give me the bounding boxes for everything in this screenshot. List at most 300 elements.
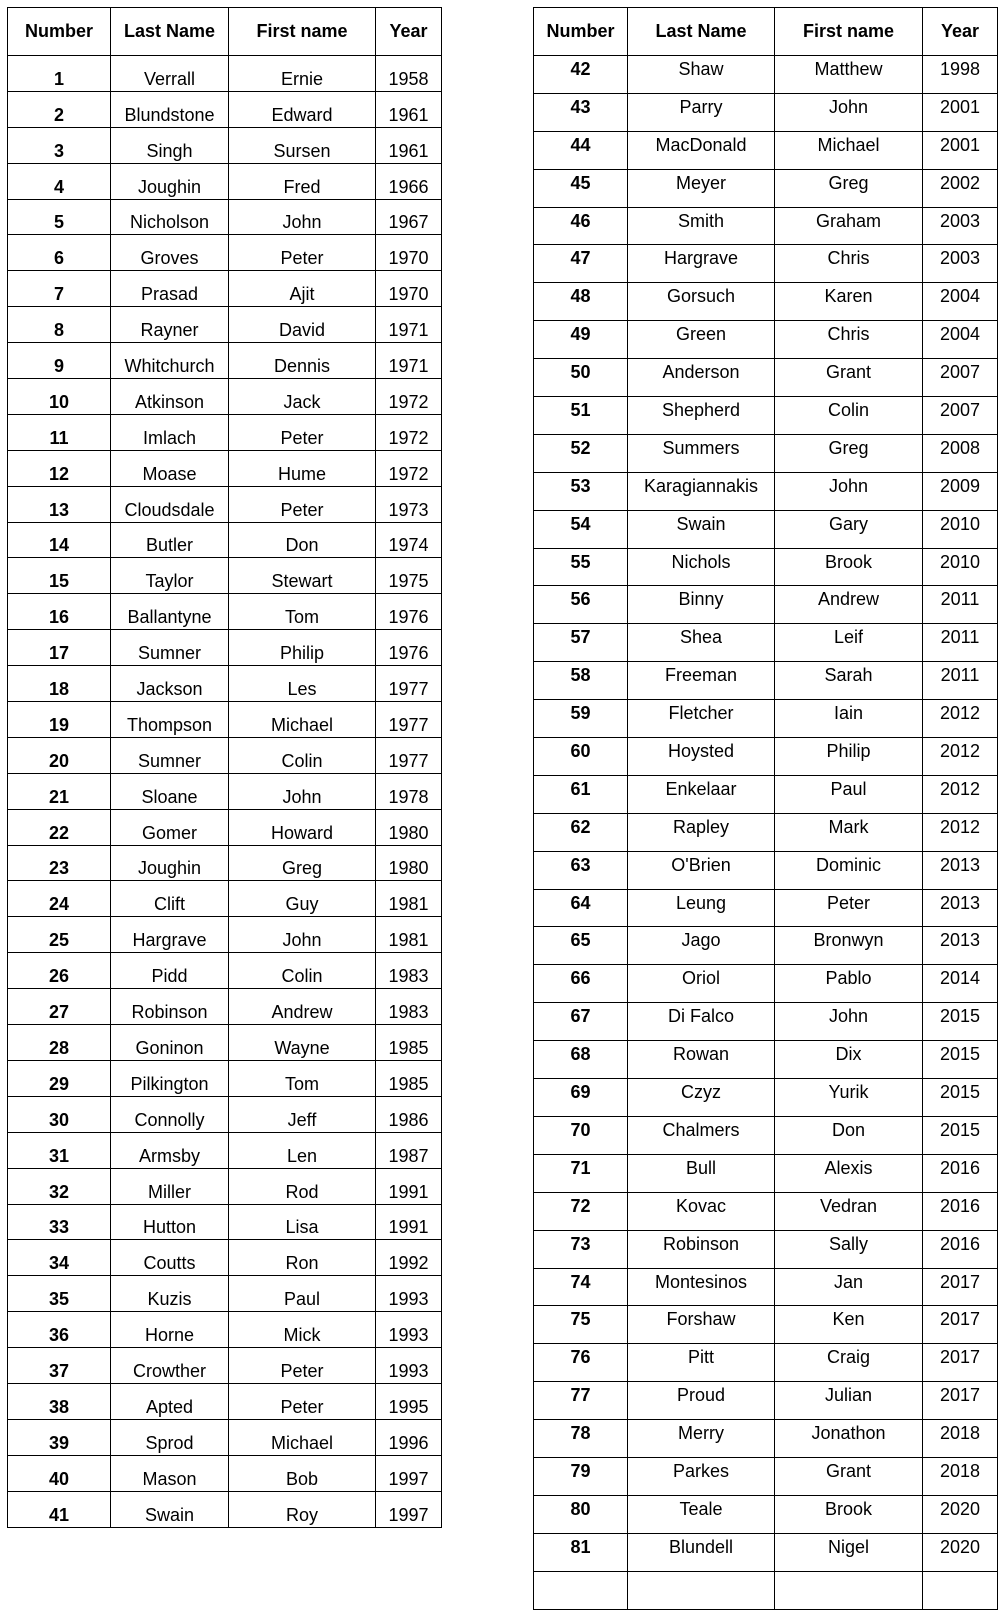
cell-last-name: MacDonald: [628, 131, 775, 169]
cell-last-name: Sumner: [111, 630, 229, 666]
cell-last-name: Hargrave: [111, 917, 229, 953]
cell-number: 62: [534, 813, 628, 851]
table-row: [8, 1132, 442, 1168]
cell-number: 30: [8, 1096, 111, 1132]
cell-year: 1985: [376, 1060, 442, 1096]
table-row: [534, 1382, 998, 1420]
cell-year: 2012: [923, 738, 998, 776]
cell-year: 2011: [923, 662, 998, 700]
cell-last-name: Chalmers: [628, 1116, 775, 1154]
cell-last-name: Jackson: [111, 666, 229, 702]
cell-number: 68: [534, 1041, 628, 1079]
cell-number: 29: [8, 1060, 111, 1096]
cell-year: 1977: [376, 737, 442, 773]
cell-last-name: Shea: [628, 624, 775, 662]
table-row: [8, 1025, 442, 1061]
table-row: [534, 1268, 998, 1306]
cell-number: 23: [8, 845, 111, 881]
cell-last-name: Atkinson: [111, 379, 229, 415]
table-row: [8, 414, 442, 450]
cell-year: 2016: [923, 1192, 998, 1230]
table-row: [534, 851, 998, 889]
table-row: [8, 953, 442, 989]
cell-year: 2015: [923, 1116, 998, 1154]
cell-year: 1995: [376, 1383, 442, 1419]
cell-year: 1970: [376, 271, 442, 307]
table-row: [534, 1495, 998, 1533]
cell-number: 80: [534, 1495, 628, 1533]
table-row: [534, 1041, 998, 1079]
cell-last-name: Rowan: [628, 1041, 775, 1079]
cell-last-name: Sloane: [111, 773, 229, 809]
cell-last-name: Ballantyne: [111, 594, 229, 630]
cell-last-name: Binny: [628, 586, 775, 624]
cell-year: 2015: [923, 1003, 998, 1041]
cell-first-name: Greg: [775, 169, 923, 207]
cell-first-name: John: [775, 93, 923, 131]
table-row: [534, 321, 998, 359]
cell-last-name: Coutts: [111, 1240, 229, 1276]
cell-number: 12: [8, 450, 111, 486]
table-row: [534, 283, 998, 321]
cell-first-name: Edward: [229, 91, 376, 127]
table-row: [8, 702, 442, 738]
table-row: [534, 586, 998, 624]
cell-first-name: Sarah: [775, 662, 923, 700]
cell-number: 24: [8, 881, 111, 917]
cell-number: 41: [8, 1491, 111, 1527]
cell-year: 2017: [923, 1344, 998, 1382]
cell-year: 1977: [376, 666, 442, 702]
cell-last-name: Pitt: [628, 1344, 775, 1382]
table-row: [534, 1116, 998, 1154]
header-number: Number: [534, 8, 628, 56]
cell-number: 51: [534, 397, 628, 435]
cell-first-name: Gary: [775, 510, 923, 548]
cell-last-name: Taylor: [111, 558, 229, 594]
cell-number: 64: [534, 889, 628, 927]
cell-number: 40: [8, 1455, 111, 1491]
members-table-left: [7, 7, 442, 1528]
cell-number: 22: [8, 809, 111, 845]
cell-year: 1971: [376, 343, 442, 379]
cell-first-name: Colin: [229, 737, 376, 773]
cell-first-name: Philip: [229, 630, 376, 666]
cell-year: 2020: [923, 1495, 998, 1533]
cell-number: 56: [534, 586, 628, 624]
cell-year: 1970: [376, 235, 442, 271]
cell-last-name: Hoysted: [628, 738, 775, 776]
cell-number: 42: [534, 56, 628, 94]
table-row: [8, 450, 442, 486]
cell-first-name: Karen: [775, 283, 923, 321]
table-row: [534, 1003, 998, 1041]
header-last-name: Last Name: [628, 8, 775, 56]
cell-number: 54: [534, 510, 628, 548]
cell-year: 1983: [376, 989, 442, 1025]
cell-number: 71: [534, 1154, 628, 1192]
header-first-name: First name: [229, 8, 376, 56]
cell-year: 2007: [923, 359, 998, 397]
cell-first-name: Mick: [229, 1312, 376, 1348]
table-row: [8, 271, 442, 307]
cell-first-name: John: [229, 199, 376, 235]
cell-first-name: Iain: [775, 700, 923, 738]
cell-first-name: Tom: [229, 594, 376, 630]
cell-first-name: John: [775, 1003, 923, 1041]
cell-first-name: Nigel: [775, 1533, 923, 1571]
cell-first-name: Don: [229, 522, 376, 558]
cell-first-name: Andrew: [775, 586, 923, 624]
cell-year: 1991: [376, 1204, 442, 1240]
cell-year: 2004: [923, 283, 998, 321]
cell-first-name: Jan: [775, 1268, 923, 1306]
cell-year: 2004: [923, 321, 998, 359]
cell-last-name: Sprod: [111, 1419, 229, 1455]
table-row: [534, 548, 998, 586]
cell-first-name: Jonathon: [775, 1420, 923, 1458]
table-row: [8, 91, 442, 127]
cell-last-name: Leung: [628, 889, 775, 927]
cell-last-name: Nicholson: [111, 199, 229, 235]
cell-last-name: Forshaw: [628, 1306, 775, 1344]
cell-first-name: Peter: [775, 889, 923, 927]
cell-year: [923, 1571, 998, 1609]
cell-number: 50: [534, 359, 628, 397]
table-row: [534, 927, 998, 965]
cell-first-name: Greg: [229, 845, 376, 881]
cell-year: 2003: [923, 245, 998, 283]
cell-last-name: Swain: [628, 510, 775, 548]
cell-number: 70: [534, 1116, 628, 1154]
table-row: [534, 1344, 998, 1382]
cell-last-name: Clift: [111, 881, 229, 917]
cell-first-name: Grant: [775, 359, 923, 397]
cell-first-name: Ron: [229, 1240, 376, 1276]
cell-year: 1998: [923, 56, 998, 94]
cell-year: 1980: [376, 809, 442, 845]
cell-number: 9: [8, 343, 111, 379]
cell-last-name: Shaw: [628, 56, 775, 94]
cell-first-name: Chris: [775, 245, 923, 283]
cell-number: 18: [8, 666, 111, 702]
cell-first-name: Julian: [775, 1382, 923, 1420]
cell-number: 44: [534, 131, 628, 169]
cell-year: 2001: [923, 131, 998, 169]
cell-year: 2018: [923, 1457, 998, 1495]
table-row: [534, 1420, 998, 1458]
cell-year: 1991: [376, 1168, 442, 1204]
cell-number: 76: [534, 1344, 628, 1382]
cell-number: 33: [8, 1204, 111, 1240]
cell-year: 1981: [376, 881, 442, 917]
cell-number: 32: [8, 1168, 111, 1204]
cell-last-name: Armsby: [111, 1132, 229, 1168]
table-row: [8, 630, 442, 666]
cell-number: 16: [8, 594, 111, 630]
cell-first-name: Peter: [229, 414, 376, 450]
cell-year: 1987: [376, 1132, 442, 1168]
cell-year: 1997: [376, 1491, 442, 1527]
cell-year: 1961: [376, 91, 442, 127]
cell-last-name: Mason: [111, 1455, 229, 1491]
cell-first-name: Peter: [229, 486, 376, 522]
cell-number: 20: [8, 737, 111, 773]
table-row: [534, 472, 998, 510]
cell-number: 5: [8, 199, 111, 235]
cell-number: 72: [534, 1192, 628, 1230]
cell-number: 66: [534, 965, 628, 1003]
cell-year: 2008: [923, 434, 998, 472]
cell-year: 2010: [923, 548, 998, 586]
cell-last-name: Pilkington: [111, 1060, 229, 1096]
cell-first-name: Tom: [229, 1060, 376, 1096]
cell-last-name: Prasad: [111, 271, 229, 307]
cell-number: 52: [534, 434, 628, 472]
cell-year: 2013: [923, 927, 998, 965]
cell-year: 2020: [923, 1533, 998, 1571]
cell-year: 1967: [376, 199, 442, 235]
cell-year: 1980: [376, 845, 442, 881]
cell-last-name: Montesinos: [628, 1268, 775, 1306]
table-row: [534, 1154, 998, 1192]
cell-number: 60: [534, 738, 628, 776]
cell-year: 2017: [923, 1382, 998, 1420]
cell-year: 2012: [923, 775, 998, 813]
table-row: [534, 738, 998, 776]
cell-first-name: Pablo: [775, 965, 923, 1003]
cell-number: 4: [8, 163, 111, 199]
cell-first-name: John: [775, 472, 923, 510]
table-row: [8, 522, 442, 558]
table-row: [534, 1230, 998, 1268]
cell-first-name: Don: [775, 1116, 923, 1154]
cell-last-name: Whitchurch: [111, 343, 229, 379]
cell-first-name: Michael: [229, 1419, 376, 1455]
cell-first-name: Chris: [775, 321, 923, 359]
cell-number: 59: [534, 700, 628, 738]
cell-year: 1973: [376, 486, 442, 522]
cell-year: 1993: [376, 1312, 442, 1348]
cell-first-name: Michael: [775, 131, 923, 169]
table-row: [534, 1457, 998, 1495]
table-row: [8, 343, 442, 379]
cell-year: 2015: [923, 1041, 998, 1079]
cell-year: 1977: [376, 702, 442, 738]
cell-number: 74: [534, 1268, 628, 1306]
header-year: Year: [923, 8, 998, 56]
cell-year: 2011: [923, 586, 998, 624]
table-row: [8, 1419, 442, 1455]
cell-year: 2014: [923, 965, 998, 1003]
table-row: [8, 1240, 442, 1276]
cell-number: 77: [534, 1382, 628, 1420]
cell-first-name: Graham: [775, 207, 923, 245]
table-row: [8, 307, 442, 343]
cell-year: 1993: [376, 1276, 442, 1312]
cell-last-name: O'Brien: [628, 851, 775, 889]
table-row: [534, 965, 998, 1003]
table-row: [534, 813, 998, 851]
cell-first-name: Brook: [775, 1495, 923, 1533]
cell-number: 73: [534, 1230, 628, 1268]
cell-number: 81: [534, 1533, 628, 1571]
cell-number: 28: [8, 1025, 111, 1061]
cell-year: 1981: [376, 917, 442, 953]
cell-number: 47: [534, 245, 628, 283]
cell-last-name: Crowther: [111, 1348, 229, 1384]
cell-first-name: Yurik: [775, 1079, 923, 1117]
cell-last-name: Goninon: [111, 1025, 229, 1061]
cell-last-name: Jago: [628, 927, 775, 965]
table-row: [534, 889, 998, 927]
cell-first-name: Dix: [775, 1041, 923, 1079]
table-row: [8, 1383, 442, 1419]
table-row: [8, 809, 442, 845]
cell-number: 45: [534, 169, 628, 207]
cell-last-name: Sumner: [111, 737, 229, 773]
cell-year: 1983: [376, 953, 442, 989]
cell-year: 2012: [923, 813, 998, 851]
table-row: [8, 1276, 442, 1312]
table-row: [8, 1455, 442, 1491]
cell-number: 7: [8, 271, 111, 307]
table-row: [8, 486, 442, 522]
cell-first-name: John: [229, 773, 376, 809]
table-row: [8, 594, 442, 630]
cell-first-name: Colin: [229, 953, 376, 989]
table-row: [534, 662, 998, 700]
cell-number: 79: [534, 1457, 628, 1495]
cell-first-name: John: [229, 917, 376, 953]
cell-last-name: Hutton: [111, 1204, 229, 1240]
table-row: [8, 163, 442, 199]
cell-last-name: Oriol: [628, 965, 775, 1003]
table-row: [534, 56, 998, 94]
cell-first-name: Howard: [229, 809, 376, 845]
cell-last-name: Rapley: [628, 813, 775, 851]
cell-first-name: Jack: [229, 379, 376, 415]
table-row: [8, 1060, 442, 1096]
cell-year: 1966: [376, 163, 442, 199]
cell-last-name: Smith: [628, 207, 775, 245]
cell-number: 63: [534, 851, 628, 889]
cell-year: 2009: [923, 472, 998, 510]
header-row: [8, 8, 442, 56]
cell-first-name: Sally: [775, 1230, 923, 1268]
table-row: [534, 1192, 998, 1230]
cell-year: 1992: [376, 1240, 442, 1276]
cell-year: 1972: [376, 379, 442, 415]
header-year: Year: [376, 8, 442, 56]
cell-last-name: Robinson: [628, 1230, 775, 1268]
cell-year: 2012: [923, 700, 998, 738]
cell-number: 11: [8, 414, 111, 450]
cell-last-name: Parry: [628, 93, 775, 131]
cell-first-name: Vedran: [775, 1192, 923, 1230]
cell-year: 1975: [376, 558, 442, 594]
cell-number: 2: [8, 91, 111, 127]
cell-first-name: Les: [229, 666, 376, 702]
table-row: [534, 624, 998, 662]
cell-year: 2016: [923, 1230, 998, 1268]
table-row: [534, 169, 998, 207]
cell-number: 13: [8, 486, 111, 522]
table-row: [534, 1306, 998, 1344]
table-row: [8, 1204, 442, 1240]
cell-first-name: Dennis: [229, 343, 376, 379]
cell-last-name: Shepherd: [628, 397, 775, 435]
cell-last-name: Thompson: [111, 702, 229, 738]
cell-number: 25: [8, 917, 111, 953]
cell-number: 61: [534, 775, 628, 813]
cell-last-name: Gomer: [111, 809, 229, 845]
table-row: [534, 131, 998, 169]
cell-last-name: Joughin: [111, 845, 229, 881]
cell-first-name: Ken: [775, 1306, 923, 1344]
cell-last-name: Anderson: [628, 359, 775, 397]
cell-last-name: Teale: [628, 1495, 775, 1533]
cell-year: 2017: [923, 1268, 998, 1306]
table-row: [8, 1312, 442, 1348]
cell-number: 65: [534, 927, 628, 965]
cell-first-name: Len: [229, 1132, 376, 1168]
cell-number: 69: [534, 1079, 628, 1117]
cell-number: 53: [534, 472, 628, 510]
cell-first-name: Bob: [229, 1455, 376, 1491]
table-row: [534, 1571, 998, 1609]
cell-first-name: Guy: [229, 881, 376, 917]
table-row: [8, 773, 442, 809]
cell-number: 15: [8, 558, 111, 594]
cell-number: 34: [8, 1240, 111, 1276]
cell-first-name: Jeff: [229, 1096, 376, 1132]
cell-last-name: Horne: [111, 1312, 229, 1348]
cell-year: 2007: [923, 397, 998, 435]
cell-last-name: Kovac: [628, 1192, 775, 1230]
cell-last-name: Freeman: [628, 662, 775, 700]
cell-number: 55: [534, 548, 628, 586]
cell-first-name: Greg: [775, 434, 923, 472]
cell-first-name: Peter: [229, 235, 376, 271]
cell-first-name: Grant: [775, 1457, 923, 1495]
cell-number: 31: [8, 1132, 111, 1168]
cell-last-name: Meyer: [628, 169, 775, 207]
table-row: [8, 127, 442, 163]
cell-first-name: Peter: [229, 1383, 376, 1419]
cell-last-name: Hargrave: [628, 245, 775, 283]
cell-last-name: Gorsuch: [628, 283, 775, 321]
cell-year: 2002: [923, 169, 998, 207]
table-row: [534, 434, 998, 472]
cell-year: 2001: [923, 93, 998, 131]
cell-last-name: Summers: [628, 434, 775, 472]
table-row: [8, 558, 442, 594]
cell-number: 78: [534, 1420, 628, 1458]
cell-year: 1986: [376, 1096, 442, 1132]
cell-last-name: Robinson: [111, 989, 229, 1025]
cell-year: 1997: [376, 1455, 442, 1491]
cell-first-name: Sursen: [229, 127, 376, 163]
table-row: [534, 397, 998, 435]
cell-year: 1971: [376, 307, 442, 343]
cell-year: 1976: [376, 594, 442, 630]
cell-number: 27: [8, 989, 111, 1025]
cell-number: 49: [534, 321, 628, 359]
cell-year: 1974: [376, 522, 442, 558]
cell-number: 75: [534, 1306, 628, 1344]
cell-year: 2016: [923, 1154, 998, 1192]
